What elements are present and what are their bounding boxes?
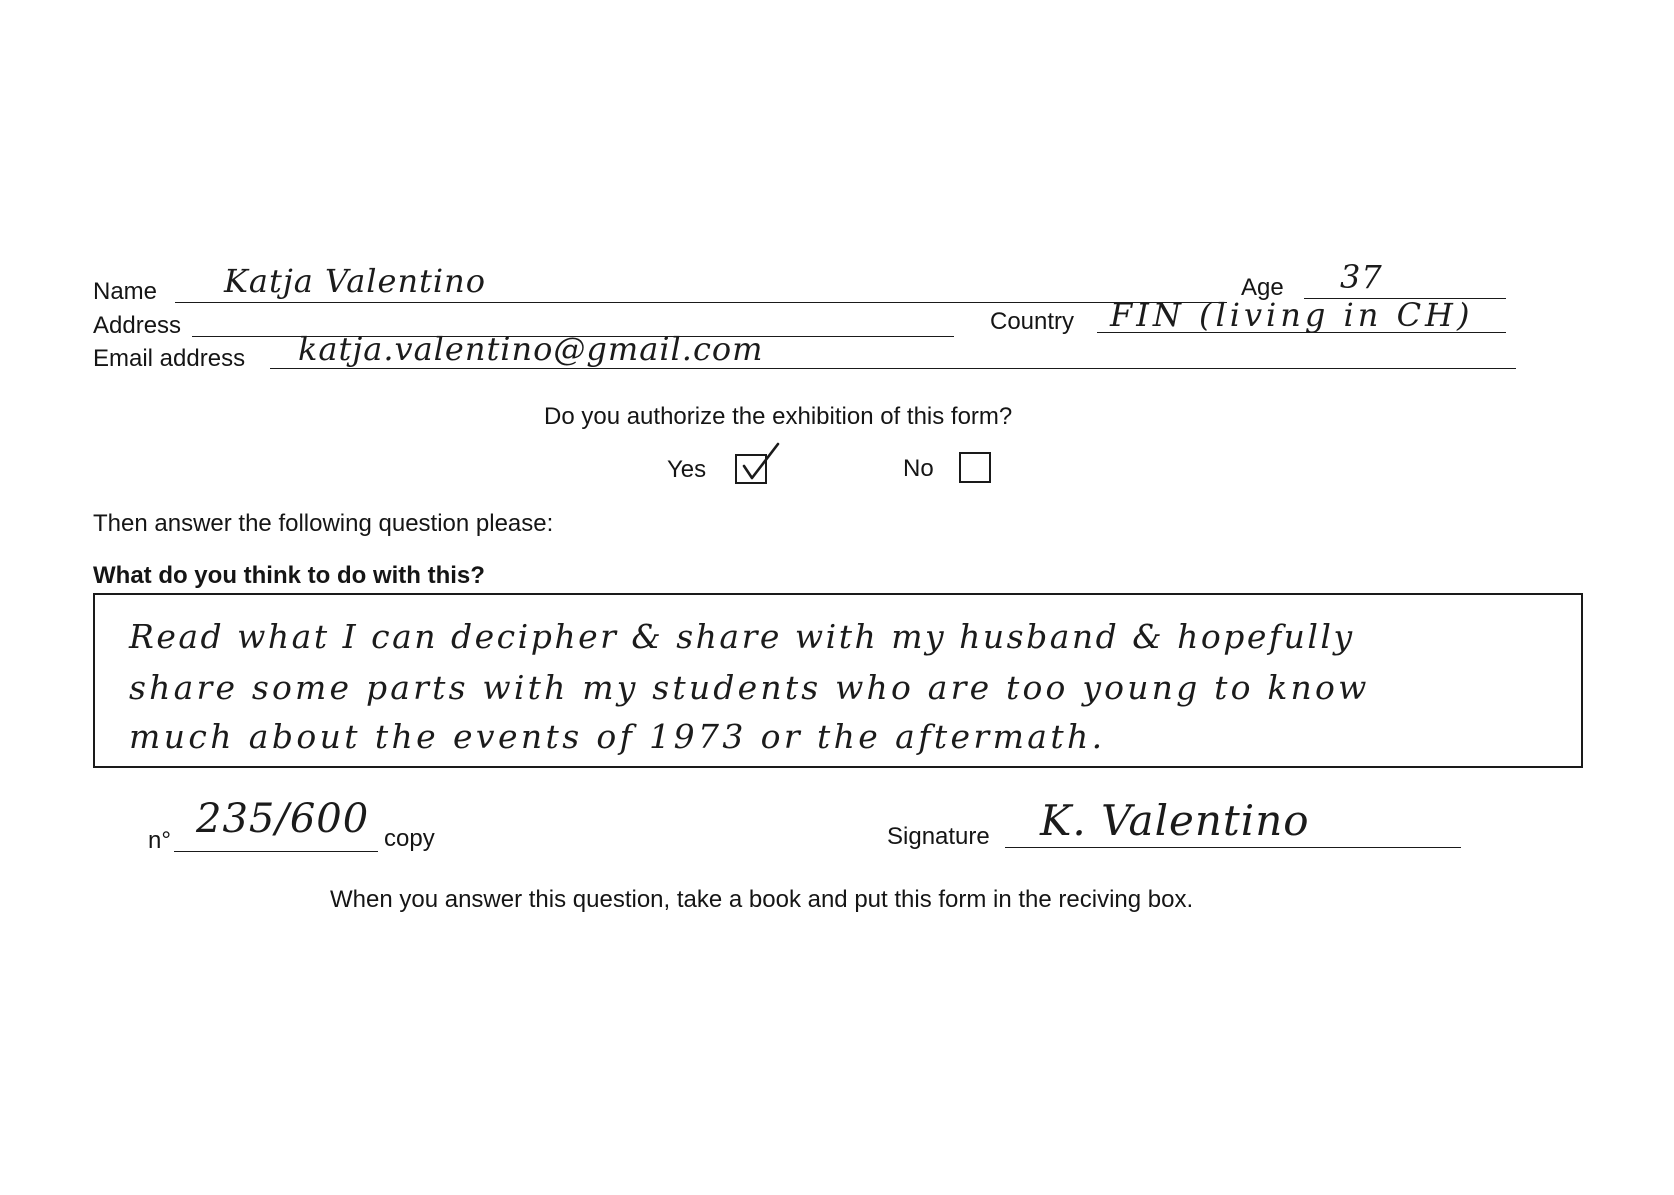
no-checkbox[interactable]	[959, 452, 991, 483]
name-value[interactable]: Katja Valentino	[224, 262, 487, 300]
number-prefix: n°	[148, 827, 171, 854]
age-label: Age	[1241, 274, 1284, 301]
number-line	[174, 851, 378, 852]
name-label: Name	[93, 278, 158, 305]
copy-label: copy	[384, 825, 435, 852]
signature-line	[1005, 847, 1461, 848]
age-value[interactable]: 37	[1340, 258, 1383, 296]
name-line	[175, 302, 1227, 303]
yes-label: Yes	[667, 456, 707, 483]
check-mark-icon	[736, 440, 796, 490]
authorize-question: Do you authorize the exhibition of this form?	[544, 403, 1013, 430]
signature-label: Signature	[887, 823, 990, 850]
question-heading: What do you think to do with this?	[93, 562, 485, 589]
answer-line-3: much about the events of 1973 or the aftermath.	[129, 717, 1106, 756]
answer-box[interactable]	[93, 593, 1583, 768]
email-value[interactable]: katja.valentino@gmail.com	[298, 330, 764, 368]
answer-line-2: share some parts with my students who are too young to know	[129, 668, 1370, 707]
address-label: Address	[93, 312, 182, 339]
country-value[interactable]: FIN (living in CH)	[1110, 296, 1474, 334]
no-label: No	[903, 455, 934, 482]
answer-line-1: Read what I can decipher & share with my husband & hopefully	[129, 617, 1355, 656]
instruction-text: Then answer the following question please:	[93, 510, 554, 537]
country-label: Country	[990, 308, 1075, 335]
email-line	[270, 368, 1516, 369]
email-label: Email address	[93, 345, 246, 372]
signature-value[interactable]: K. Valentino	[1040, 796, 1310, 845]
copy-number-value[interactable]: 235/600	[196, 796, 370, 842]
footer-note: When you answer this question, take a book and put this form in the reciving box.	[330, 886, 1194, 913]
